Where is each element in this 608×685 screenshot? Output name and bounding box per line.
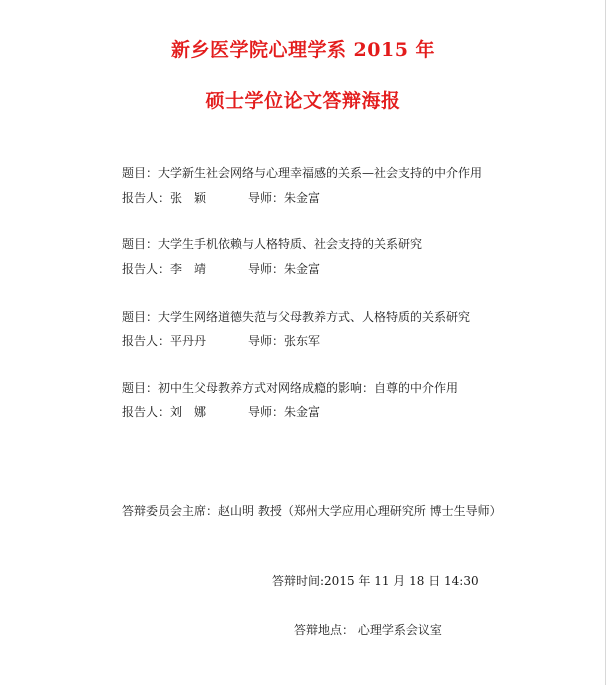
advisor-name: 朱金富 bbox=[284, 405, 321, 419]
advisor-name: 朱金富 bbox=[284, 191, 321, 205]
advisor-name: 朱金富 bbox=[284, 262, 321, 276]
reporter-name: 李 靖 bbox=[170, 262, 207, 276]
topic-label: 题目： bbox=[122, 310, 159, 324]
poster-title-line2: 硕士学位论文答辩海报 bbox=[205, 90, 401, 112]
thesis-entry-2-topic bbox=[122, 237, 422, 251]
reporter-label: 报告人： bbox=[122, 334, 171, 348]
topic-text: 大学生网络道德失范与父母教养方式、人格特质的关系研究 bbox=[158, 310, 471, 324]
reporter-label: 报告人： bbox=[122, 191, 171, 205]
thesis-entry-4-topic bbox=[122, 381, 458, 395]
thesis-entry-3-topic bbox=[122, 310, 470, 324]
defense-time: 答辩时间:2015 年 11 月 18 日 14:30 bbox=[272, 574, 479, 588]
defense-place: 答辩地点： 心理学系会议室 bbox=[294, 623, 442, 637]
advisor-label: 导师： bbox=[248, 262, 285, 276]
advisor-name: 张东军 bbox=[284, 334, 321, 348]
topic-text: 大学新生社会网络与心理幸福感的关系—社会支持的中介作用 bbox=[158, 166, 483, 180]
advisor-label: 导师： bbox=[248, 405, 285, 419]
thesis-entry-2-people bbox=[122, 262, 320, 276]
thesis-entry-3-people bbox=[122, 334, 320, 348]
advisor-label: 导师： bbox=[248, 191, 285, 205]
topic-label: 题目： bbox=[122, 166, 159, 180]
committee-chair: 答辩委员会主席：赵山明 教授（郑州大学应用心理研究所 博士生导师） bbox=[122, 504, 502, 518]
reporter-name: 张 颖 bbox=[170, 191, 207, 205]
reporter-label: 报告人： bbox=[122, 262, 171, 276]
topic-label: 题目： bbox=[122, 237, 159, 251]
topic-text: 初中生父母教养方式对网络成瘾的影响：自尊的中介作用 bbox=[158, 381, 459, 395]
thesis-entry-4-people bbox=[122, 405, 320, 419]
topic-label: 题目： bbox=[122, 381, 159, 395]
reporter-name: 平丹丹 bbox=[170, 334, 207, 348]
advisor-label: 导师： bbox=[248, 334, 285, 348]
thesis-entry-1-topic bbox=[122, 166, 482, 180]
reporter-label: 报告人： bbox=[122, 405, 171, 419]
poster-title-line1: 新乡医学院心理学系 2015 年 bbox=[170, 39, 436, 61]
thesis-entry-1-people bbox=[122, 191, 320, 205]
reporter-name: 刘 娜 bbox=[170, 405, 207, 419]
topic-text: 大学生手机依赖与人格特质、社会支持的关系研究 bbox=[158, 237, 423, 251]
